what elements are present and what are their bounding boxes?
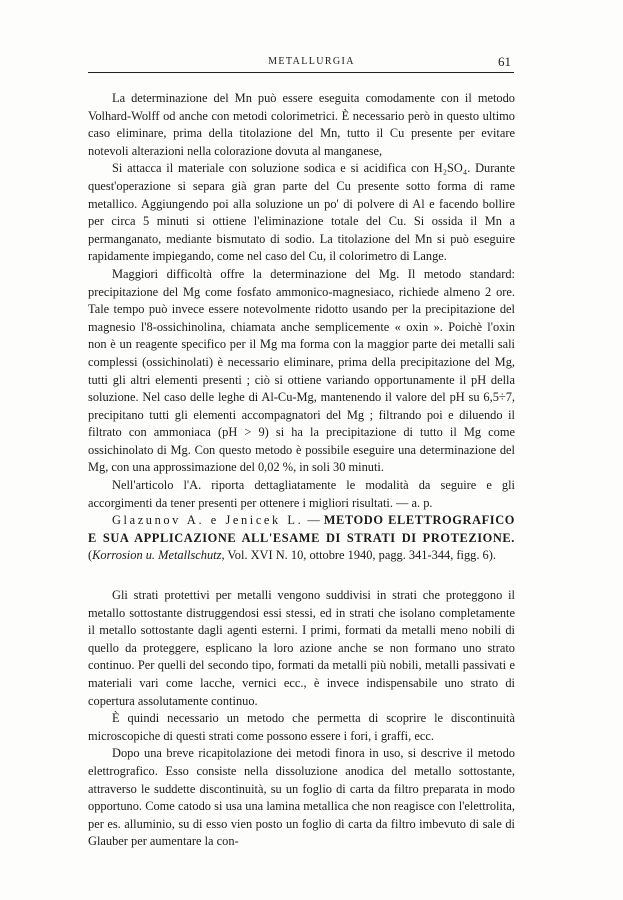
article-body <box>88 90 515 851</box>
paragraph-discontinuities: È quindi necessario un metodo che permetta di scoprire le discontinuità microscopiche di questi strati come possono essere i fori, i graffi, ecc. <box>88 711 515 743</box>
review-journal: Korrosion u. Metallschutz <box>92 548 222 563</box>
running-head-title: METALLURGIA <box>268 56 355 67</box>
review-title: METODO ELETTROGRAFICO E SUA APPLICAZIONE ALL'ESAME DI STRATI DI PROTEZIONE. <box>88 513 515 545</box>
review-dash: — <box>303 513 324 528</box>
paragraph-mn-procedure: Si attacca il materiale con soluzione sodica e si acidifica con H₂SO₄. Durante quest'operazione si separa già gran parte del Cu presente sotto forma di rame metallico. Aggiungendo poi alla soluzione un po' di polvere di Al e facendo bollire per circa 5 minuti si ottiene l'eliminazione totale del Cu. Si ossida il Mn a permanganato, mediante bismutato di sodio. La titolazione del Mn si può eseguire rapidamente impiegando, come nel caso del Cu, il colorimetro di Lange. <box>88 161 515 264</box>
header-rule <box>88 72 514 73</box>
paragraph-mg-determination: Maggiori difficoltà offre la determinazione del Mg. Il metodo standard: precipitazione del Mg come fosfato ammonico-magnesiaco, richiede almeno 2 ore. Tale tempo può invece essere notevolmente ridotto usando per la precipitazione del magnesio l'8-ossichinolina, chiamata anche semplicemente « oxin ». Poichè l'oxin non è un reagente specifico per il Mg ma forma con la maggior parte dei metalli sali complessi (ossichinolati) è necessario eliminare, prima della precipitazione del Mg, tutti gli altri elementi presenti ; ciò si ottiene variando opportunamente il pH della soluzione. Nel caso delle leghe di Al-Cu-Mg, mantenendo il valore del pH su 6,5÷7, precipitano tutti gli elementi accompagnatori del Mg ; filtrando poi e diluendo il filtrato con ammoniaca (pH > 9) si ha la precipitazione di tutto il Mg come ossichinolato di Mg. Con questo metodo è possibile eseguire una determinazione del Mg, con una approssimazione del 0,02 %, in soli 30 minuti. <box>88 266 515 475</box>
paragraph-protective-layers: Gli strati protettivi per metalli vengono suddivisi in strati che proteggono il metallo sottostante distruggendosi essi stessi, ed in strati che isolano completamente il metallo sottostante dagli agenti esterni. I primi, formati da metalli meno nobili di quello da proteggere, esplicano la loro azione anche se non formano uno strato continuo. Per quelli del secondo tipo, formati da metalli più nobili, metalli passivati e materiali vari come lacche, vernici ecc., è invece indispensabile uno strato di copertura assolutamente continuo. <box>88 588 515 708</box>
review-authors: Glazunov A. e Jenicek L. <box>112 513 304 528</box>
paragraph-electrographic-method: Dopo una breve ricapitolazione dei metodi finora in uso, si descrive il metodo elettrografico. Esso consiste nella dissoluzione anodica del metallo sottostante, attraverso le suddette discontinuità, su un foglio di carta da filtro preparata in modo opportuno. Come catodo si usa una lamina metallica che non reagisce con l'elettrolita, per es. alluminio, su di esso vien posto un foglio di carta da filtro imbevuto di sale di Glauber per aumentare la con- <box>88 746 515 849</box>
paragraph-mn-determination: La determinazione del Mn può essere eseguita comodamente con il metodo Volhard-Wolff od anche con metodi colorimetrici. È necessario però in questo ultimo caso eliminare, prima della titolazione del Mn, tutto il Cu presente per evitare notevoli alterazioni nella colorazione dovuta al manganese, <box>88 91 515 158</box>
page-number: 61 <box>498 54 511 69</box>
review-details: , Vol. XVI N. 10, ottobre 1940, pagg. 341-344, figg. 6). <box>221 548 496 563</box>
review-heading: Glazunov A. e Jenicek L. — METODO ELETTROGRAFICO E SUA APPLICAZIONE ALL'ESAME DI STRATI DI PROTEZIONE. (Korrosion u. Metallschutz, Vol. XVI N. 10, ottobre 1940, pagg. 341-344, figg. 6). <box>88 513 515 563</box>
paragraph-closing-note: Nell'articolo l'A. riporta dettagliatamente le modalità da seguire e gli accorgimenti da tener presenti per ottenere i migliori risultati. — a. p. <box>88 478 515 510</box>
running-head <box>0 52 623 74</box>
